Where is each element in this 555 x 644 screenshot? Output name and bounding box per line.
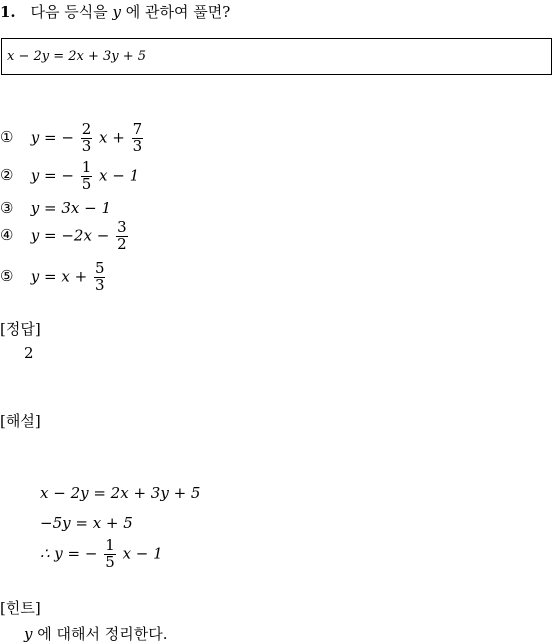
question-variable: y: [112, 3, 121, 21]
fraction: $\frac{1}{5}$: [105, 536, 115, 571]
option-1[interactable]: ① y = − $\frac{2}{3}$ x + $\frac{7}{3}$: [0, 120, 143, 155]
explanation-line-3: ∴ y = − $\frac{1}{5}$ x − 1: [40, 536, 163, 571]
explanation-line-1: x − 2y = 2x + 3y + 5: [40, 484, 201, 502]
fraction: $\frac{7}{3}$: [132, 120, 143, 155]
question-text: [0, 1, 230, 22]
question-text-after: 에 관하여 풀면?: [125, 3, 231, 21]
answer-label: [정답]: [0, 320, 41, 338]
option-marker: ②: [0, 166, 14, 185]
question-number: 1.: [0, 3, 16, 21]
explanation-label: [해설]: [0, 412, 41, 430]
option-5[interactable]: ⑤ y = x + $\frac{5}{3}$: [0, 259, 105, 294]
option-marker: ④: [0, 226, 14, 245]
question-text-before: 다음 등식을: [30, 3, 108, 21]
equation-box: [1, 38, 552, 75]
fraction: $\frac{3}{2}$: [117, 218, 127, 253]
option-marker: ①: [0, 128, 14, 147]
option-marker: ③: [0, 199, 14, 217]
fraction: $\frac{2}{3}$: [81, 120, 92, 155]
option-marker: ⑤: [0, 267, 14, 286]
option-2[interactable]: ② y = − $\frac{1}{5}$ x − 1: [0, 158, 140, 193]
fraction: $\frac{5}{3}$: [94, 259, 105, 294]
explanation-line-2: −5y = x + 5: [40, 514, 133, 532]
fraction: $\frac{1}{5}$: [81, 158, 92, 193]
hint-variable: y: [24, 625, 33, 643]
answer-value: 2: [24, 344, 34, 362]
hint-text: y 에 대해서 정리한다.: [24, 625, 168, 643]
option-4[interactable]: ④ y = −2x − $\frac{3}{2}$: [0, 218, 127, 253]
option-3[interactable]: ③ y = 3x − 1: [0, 199, 112, 217]
given-equation: x − 2y = 2x + 3y + 5: [7, 49, 147, 64]
hint-label: [힌트]: [0, 599, 41, 617]
